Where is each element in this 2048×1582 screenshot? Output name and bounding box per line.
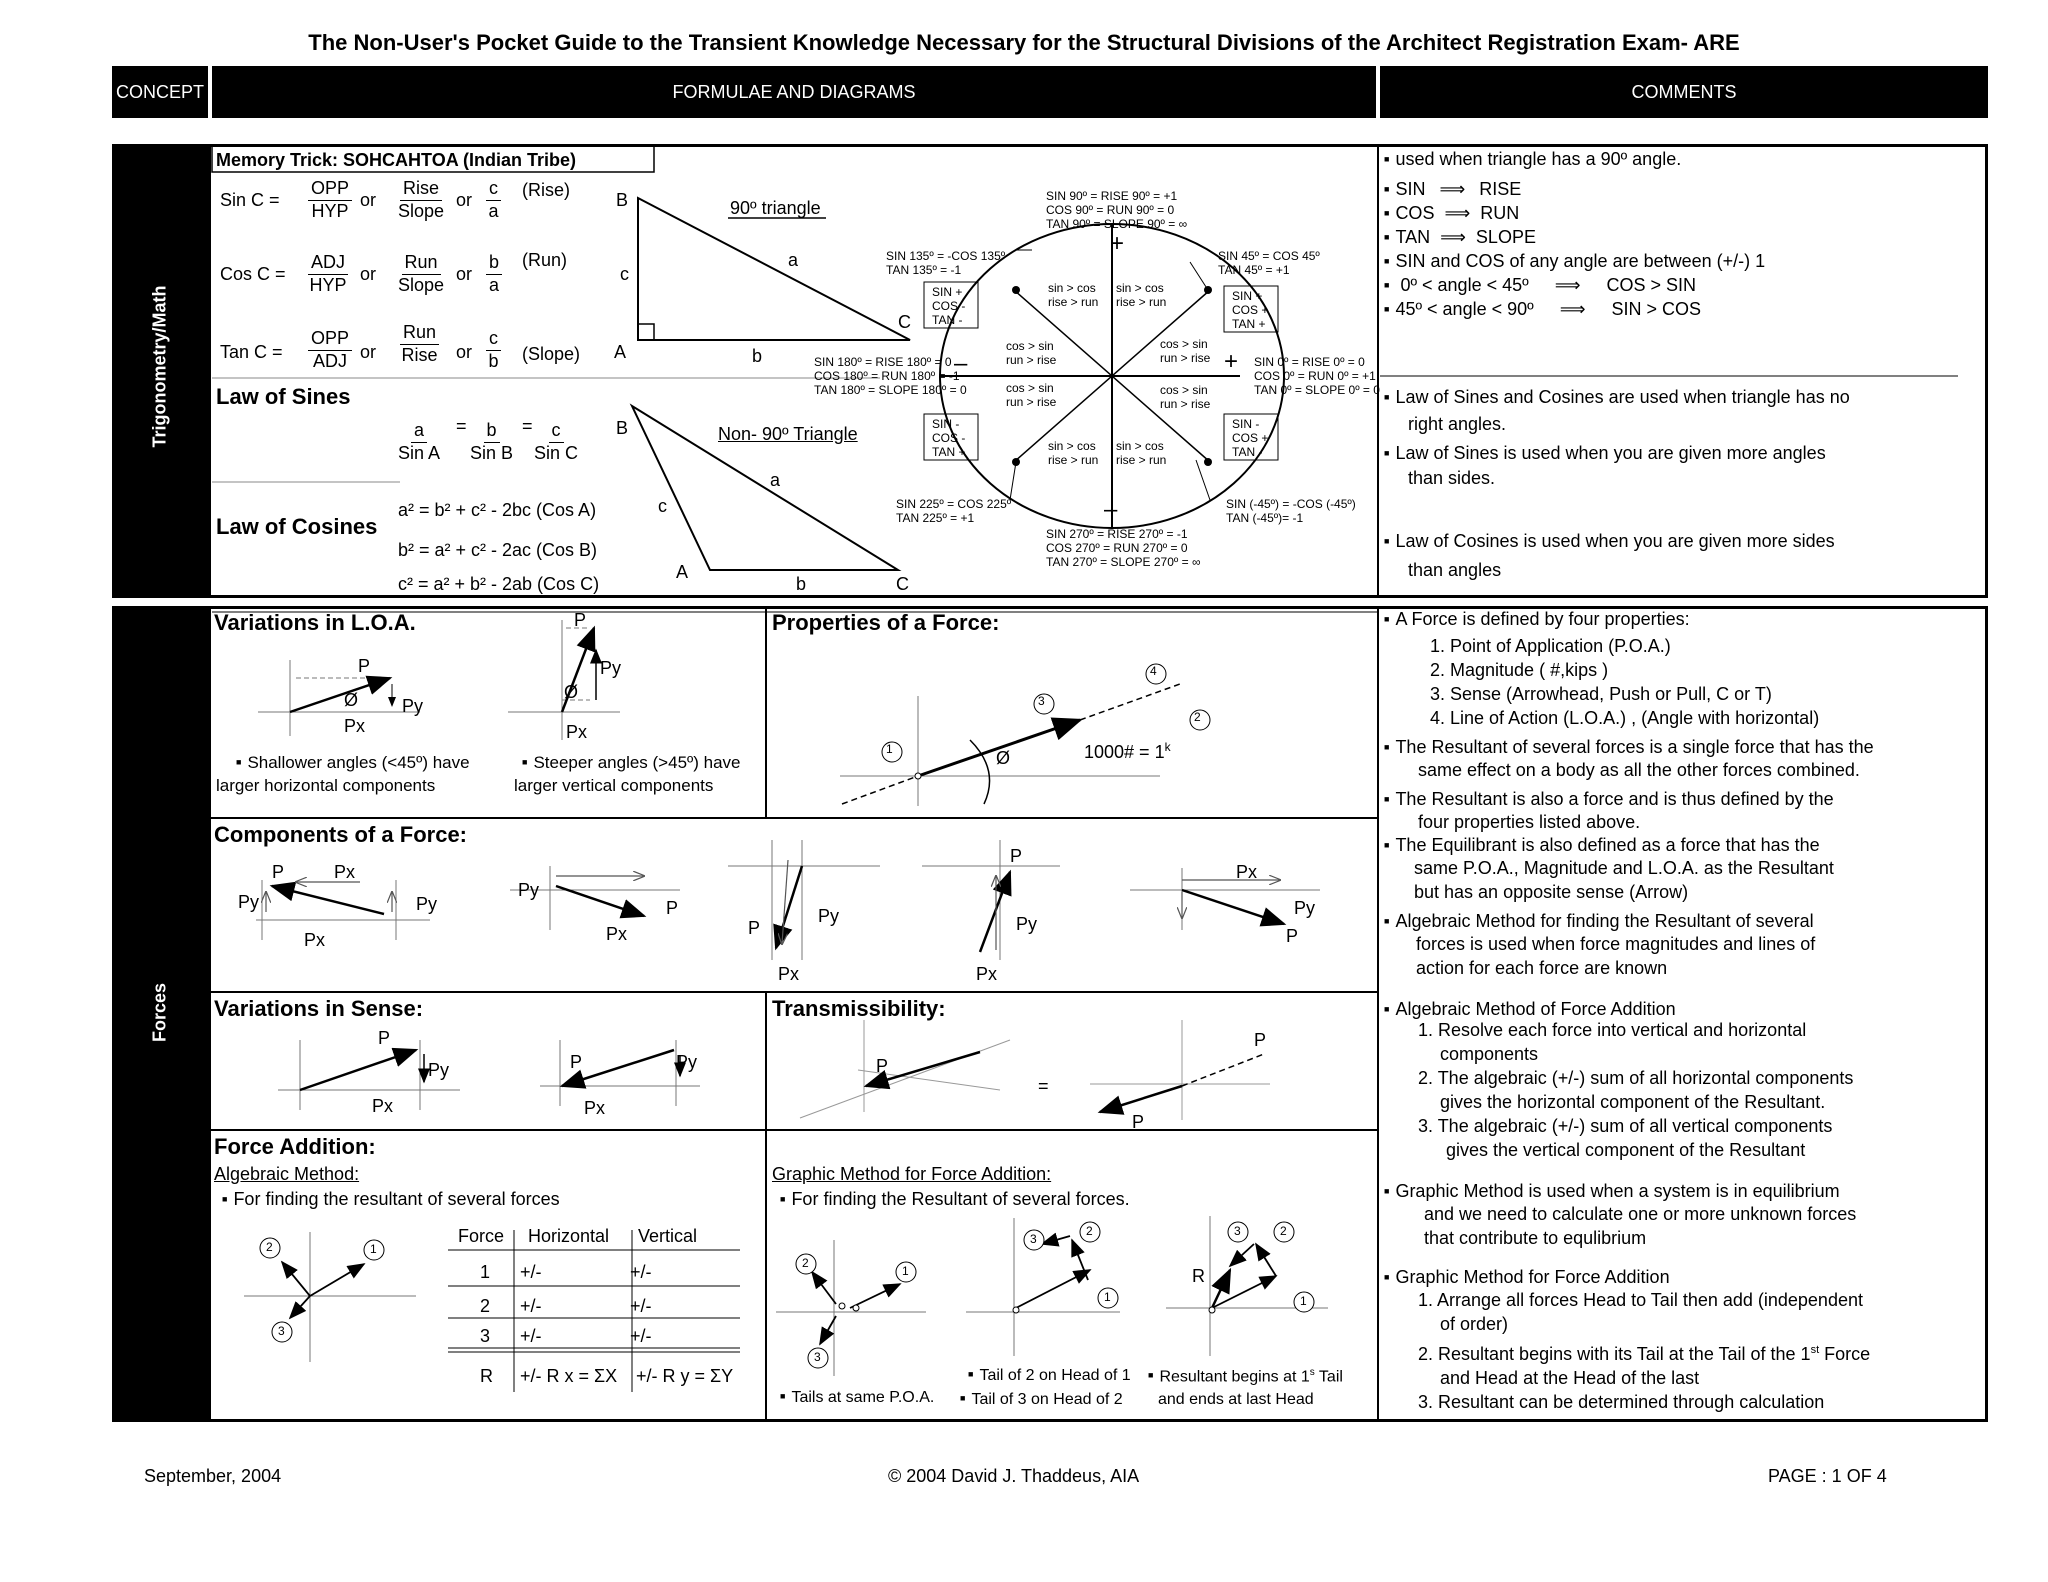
sin-label: Sin C = (220, 190, 280, 210)
octant-cs-1: cos > sin run > rise (1006, 339, 1057, 367)
quadrant-2-signs: SIN + COS - TAN - (932, 285, 966, 327)
table-cell: +/- (520, 1296, 542, 1316)
table-cell: 2 (480, 1296, 491, 1316)
table-cell: +/- (630, 1262, 652, 1282)
steep-note: ■ Steeper angles (>45º) have (522, 752, 740, 774)
sin-c-a: $\frac{c}{a}$ (486, 178, 501, 222)
document-title: The Non-User's Pocket Guide to the Transient Knowledge Necessary for the Structural Divisions of the Architect Registration Exam- ARE (308, 30, 1740, 55)
circle-tl-note: SIN 135º = -COS 135º TAN 135º = -1 (886, 249, 1006, 277)
trig-comment-9: ■ Law of Sines is used when you are given more angles (1384, 442, 1826, 465)
loa-title: Variations in L.O.A. (214, 610, 416, 635)
force-comment: ■ Algebraic Method of Force Addition (1384, 998, 1676, 1021)
non-90-label: Non- 90º Triangle (718, 424, 858, 444)
prop-num-1: 1 (886, 742, 893, 756)
graphic-r: R (1192, 1266, 1205, 1286)
comp1-px-top: Px (334, 862, 356, 882)
octant-sc-3: sin > cos rise > run (1048, 439, 1099, 467)
force-comment: 3. Sense (Arrowhead, Push or Pull, C or T) (1430, 684, 1772, 704)
trans2-p-bottom: P (1132, 1112, 1145, 1132)
circle-bl-note: SIN 225º = COS 225º TAN 225º = +1 (896, 497, 1012, 525)
sense2-p: P (570, 1052, 583, 1072)
force-comment: but has an opposite sense (Arrow) (1414, 882, 1689, 902)
sense1-px: Px (372, 1096, 394, 1116)
force-comment: gives the horizontal component of the Resultant. (1440, 1092, 1826, 1112)
side-b: b (796, 574, 807, 594)
tail2-note: ■ Tail of 2 on Head of 1 (968, 1366, 1131, 1387)
table-cell: 3 (480, 1326, 491, 1346)
octant-sc-1: sin > cos rise > run (1048, 281, 1099, 309)
force-comment: 1. Point of Application (P.O.A.) (1430, 636, 1671, 656)
trig-comment-6: ■ 0º < angle < 45º ⟹ COS > SIN (1384, 274, 1696, 297)
sin-opp-hyp: OPP HYP (308, 178, 352, 222)
alg-num-2: 2 (266, 1240, 273, 1254)
header-comments: COMMENTS (1380, 66, 1988, 118)
law-cos-eq1: a² = b² + c² - 2bc (Cos A) (398, 500, 597, 520)
force-addition-title: Force Addition: (214, 1134, 376, 1159)
table-cell: +/- (630, 1326, 652, 1346)
force-comment: 1. Resolve each force into vertical and horizontal (1418, 1020, 1807, 1040)
minus-sign: – (954, 350, 968, 377)
equals: = (522, 416, 533, 436)
tan-run-rise: Run Rise (401, 322, 438, 365)
table-cell: +/- (630, 1296, 652, 1316)
tan-c-b: $\frac{c}{b}$ (486, 328, 501, 372)
trig-comment-1: ■ used when triangle has a 90º angle. (1384, 148, 1681, 171)
trig-comment-8b: right angles. (1408, 414, 1507, 434)
trig-comment-sin: ■ SIN ⟹ RISE (1384, 178, 1521, 201)
quadrant-4-signs: SIN - COS + TAN - (1232, 417, 1269, 459)
prop-num-3: 3 (1038, 694, 1045, 708)
footer-page: PAGE : 1 OF 4 (1768, 1466, 1887, 1486)
force-comment: ■ Graphic Method for Force Addition (1384, 1266, 1670, 1289)
trig-comment-tan: ■ TAN ⟹ SLOPE (1384, 226, 1536, 249)
ls-frac-a: a Sin A (398, 420, 441, 463)
or-text: or (360, 264, 377, 284)
gr-num: 2 (1086, 1224, 1093, 1238)
force-comment: ■ Algebraic Method for finding the Resultant of several (1384, 910, 1814, 933)
footer-date: September, 2004 (144, 1466, 282, 1486)
or-text: or (456, 342, 473, 362)
quadrant-1-signs: SIN + COS + TAN + (1232, 289, 1269, 331)
steep-note-2: larger vertical components (514, 776, 714, 795)
cos-b-a: $\frac{b}{a}$ (486, 252, 502, 296)
algebraic-method-label: Algebraic Method: (214, 1164, 360, 1184)
vertex-a: A (614, 342, 627, 362)
force-comment: 2. The algebraic (+/-) sum of all horizontal components (1418, 1068, 1854, 1088)
sense2-px: Px (584, 1098, 606, 1118)
gr-num: 1 (1104, 1290, 1111, 1304)
force-comment: 2. Resultant begins with its Tail at the Tail of the 1st Force (1418, 1344, 1871, 1364)
memory-trick: Memory Trick: SOHCAHTOA (Indian Tribe) (216, 150, 577, 170)
loa-px2: Px (566, 722, 588, 742)
trig-comment-10: ■ Law of Cosines is used when you are given more sides (1384, 530, 1835, 553)
force-comment: four properties listed above. (1418, 812, 1641, 832)
force-comment: 1. Arrange all forces Head to Tail then add (independent (1418, 1290, 1863, 1310)
force-comment: forces is used when force magnitudes and lines of (1416, 934, 1816, 954)
octant-sc-4: sin > cos rise > run (1116, 439, 1167, 467)
comp1-px: Px (304, 930, 326, 950)
table-cell: +/- (520, 1326, 542, 1346)
force-comment: components (1440, 1044, 1539, 1064)
magnitude-label: 1000# = $1^k$ (1084, 740, 1171, 762)
table-cell: +/- R x = ΣX (520, 1366, 618, 1386)
algebraic-note: ■ For finding the resultant of several forces (222, 1188, 560, 1211)
loa-phi2: Ø (564, 682, 579, 702)
tan-note: (Slope) (522, 344, 581, 364)
comp2-px: Px (606, 924, 628, 944)
tail3-note: ■ Tail of 3 on Head of 2 (960, 1390, 1123, 1411)
quadrant-3-signs: SIN - COS - TAN + (932, 417, 966, 459)
gr-num: 2 (1280, 1224, 1287, 1238)
trig-comment-5: ■ SIN and COS of any angle are between (+/-) 1 (1384, 250, 1765, 273)
comp4-p: P (1010, 846, 1023, 866)
prop-num-2: 2 (1194, 710, 1201, 724)
tails-note: ■ Tails at same P.O.A. (780, 1388, 934, 1409)
force-comment: 4. Line of Action (L.O.A.) , (Angle with horizontal) (1430, 708, 1820, 728)
trans-equals: = (1038, 1076, 1049, 1096)
comp1-p: P (272, 862, 285, 882)
graphic-method-label: Graphic Method for Force Addition: (772, 1164, 1052, 1184)
trans1-p: P (876, 1056, 889, 1076)
side-c: c (620, 264, 629, 284)
header-formulae: FORMULAE AND DIAGRAMS (212, 66, 1376, 118)
table-cell: R (480, 1366, 493, 1386)
force-comment: ■ Graphic Method is used when a system is in equilibrium (1384, 1180, 1840, 1203)
tan-opp-adj: OPP ADJ (308, 328, 352, 372)
or-text: or (456, 264, 473, 284)
comp3-py: Py (818, 906, 840, 926)
prop-phi: Ø (996, 748, 1011, 768)
sense1-py: Py (428, 1060, 450, 1080)
comp2-p: P (666, 898, 679, 918)
table-cell: +/- (520, 1262, 542, 1282)
side-b: b (752, 346, 763, 366)
plus-sign: + (1110, 230, 1125, 257)
table-head-horizontal: Horizontal (528, 1226, 610, 1246)
force-comment: ■ A Force is defined by four properties: (1384, 608, 1690, 631)
force-comment: action for each force are known (1416, 958, 1668, 978)
gr-num: 3 (1030, 1232, 1037, 1246)
comp5-p: P (1286, 926, 1299, 946)
footer-copyright: © 2004 David J. Thaddeus, AIA (888, 1466, 1140, 1486)
gr-num: 1 (1300, 1294, 1307, 1308)
side-a: a (788, 250, 799, 270)
circle-right-note: SIN 0º = RISE 0º = 0 COS 0º = RUN 0º = +1 TAN 0º = SLOPE 0º = 0 (1254, 355, 1380, 397)
circle-left-note: SIN 180º = RISE 180º = 0 COS 180º = RUN 180º = -1 TAN 180º = SLOPE 180º = 0 (814, 355, 967, 397)
loa-p: P (358, 656, 371, 676)
vertex-b: B (616, 190, 629, 210)
transmissibility-title: Transmissibility: (772, 996, 946, 1021)
or-text: or (456, 190, 473, 210)
force-comment: 3. Resultant can be determined through calculation (1418, 1392, 1825, 1412)
shallow-note: ■ Shallower angles (<45º) have (236, 752, 470, 774)
force-comment: 3. The algebraic (+/-) sum of all vertical components (1418, 1116, 1833, 1136)
alg-num-1: 1 (370, 1242, 377, 1256)
shallow-note-2: larger horizontal components (216, 776, 436, 795)
loa-phi: Ø (344, 690, 359, 710)
sin-rise-slope: Rise Slope (398, 178, 445, 221)
resultant-end-note: and ends at last Head (1158, 1391, 1314, 1408)
trig-comment-8: ■ Law of Sines and Cosines are used when triangle has no (1384, 386, 1850, 409)
ls-frac-c: c Sin C (534, 420, 579, 463)
properties-title: Properties of a Force: (772, 610, 1000, 635)
loa-py2: Py (600, 658, 622, 678)
comp4-py: Py (1016, 914, 1038, 934)
sense-title: Variations in Sense: (214, 996, 424, 1021)
gr-num: 3 (814, 1350, 821, 1364)
force-comment: same P.O.A., Magnitude and L.O.A. as the Resultant (1414, 858, 1834, 878)
comp5-px: Px (1236, 862, 1258, 882)
gr-num: 1 (902, 1264, 909, 1278)
table-head-vertical: Vertical (638, 1226, 698, 1246)
ls-frac-b: b Sin B (470, 420, 514, 463)
force-comment: and we need to calculate one or more unknown forces (1424, 1204, 1857, 1224)
vertex-c: C (896, 574, 909, 594)
comp3-px: Px (778, 964, 800, 984)
tan-label: Tan C = (220, 342, 283, 362)
octant-cs-3: cos > sin run > rise (1006, 381, 1057, 409)
trans2-p: P (1254, 1030, 1267, 1050)
force-comment: ■ The Resultant is also a force and is thus defined by the (1384, 788, 1834, 811)
components-title: Components of a Force: (214, 822, 468, 847)
or-text: or (360, 190, 377, 210)
octant-sc-2: sin > cos rise > run (1116, 281, 1167, 309)
force-comment: and Head at the Head of the last (1440, 1368, 1700, 1388)
vertex-c: C (898, 312, 911, 332)
or-text: or (360, 342, 377, 362)
loa-py: Py (402, 696, 424, 716)
circle-br-note: SIN (-45º) = -COS (-45º) TAN (-45º)= -1 (1226, 497, 1356, 525)
force-comment: ■ The Resultant of several forces is a single force that has the (1384, 736, 1874, 759)
sin-note: (Rise) (522, 180, 570, 200)
law-of-cosines-title: Law of Cosines (216, 514, 378, 539)
loa-p2: P (574, 610, 587, 630)
trig-comment-7: ■ 45º < angle < 90º ⟹ SIN > COS (1384, 298, 1701, 321)
vertex-a: A (676, 562, 689, 582)
gr-num: 3 (1234, 1224, 1241, 1238)
force-comment: of order) (1440, 1314, 1509, 1334)
triangle-90-label: 90º triangle (730, 198, 821, 218)
force-comment: gives the vertical component of the Resultant (1446, 1140, 1806, 1160)
force-comment: 2. Magnitude ( #,kips ) (1430, 660, 1609, 680)
cos-note: (Run) (522, 250, 568, 270)
graphic-note: ■ For finding the Resultant of several forces. (780, 1188, 1130, 1211)
equals: = (456, 416, 467, 436)
resultant-begin-note: ■ Resultant begins at 1$^s$ Tail (1148, 1366, 1343, 1388)
trig-comment-9b: than sides. (1408, 468, 1496, 488)
force-comment: same effect on a body as all the other forces combined. (1418, 760, 1860, 780)
law-cos-eq3: c² = a² + b² - 2ab (Cos C) (398, 574, 600, 594)
prop-num-4: 4 (1150, 664, 1157, 678)
comp3-p: P (748, 918, 761, 938)
side-a: a (770, 470, 781, 490)
comp4-px: Px (976, 964, 998, 984)
force-comment: that contribute to equlibrium (1424, 1228, 1647, 1248)
cos-adj-hyp: ADJ HYP (309, 252, 347, 295)
table-head-force: Force (458, 1226, 505, 1246)
plus-sign: + (1224, 348, 1239, 375)
law-cos-eq2: b² = a² + c² - 2ac (Cos B) (398, 540, 598, 560)
comp1-py-left: Py (238, 892, 260, 912)
trig-sidebar-label: Trigonometry/Math (149, 285, 170, 448)
octant-cs-4: cos > sin run > rise (1160, 383, 1211, 411)
comp5-py: Py (1294, 898, 1316, 918)
cos-run-slope: Run Slope (398, 252, 445, 295)
comp2-py: Py (518, 880, 540, 900)
forces-sidebar-label: Forces (149, 982, 170, 1043)
octant-cs-2: cos > sin run > rise (1160, 337, 1211, 365)
trig-comment-10b: than angles (1408, 560, 1502, 580)
sense1-p: P (378, 1028, 391, 1048)
minus-sign: – (1104, 496, 1118, 523)
circle-tr-note: SIN 45º = COS 45º TAN 45º = +1 (1218, 249, 1320, 277)
table-cell: +/- R y = ΣY (636, 1366, 734, 1386)
gr-num: 2 (802, 1256, 809, 1270)
side-c: c (658, 496, 667, 516)
cos-label: Cos C = (220, 264, 286, 284)
table-cell: 1 (480, 1262, 491, 1282)
circle-bottom-note: SIN 270º = RISE 270º = -1 COS 270º = RUN 270º = 0 TAN 270º = SLOPE 270º = ∞ (1046, 527, 1201, 569)
force-comment: ■ The Equilibrant is also defined as a force that has the (1384, 834, 1820, 857)
circle-top-note: SIN 90º = RISE 90º = +1 COS 90º = RUN 90º = 0 TAN 90º = SLOPE 90º = ∞ (1046, 189, 1188, 231)
loa-px: Px (344, 716, 366, 736)
sense2-py: Py (676, 1052, 698, 1072)
trig-comment-cos: ■ COS ⟹ RUN (1384, 202, 1519, 225)
vertex-b: B (616, 418, 629, 438)
alg-num-3: 3 (278, 1324, 285, 1338)
law-of-sines-title: Law of Sines (216, 384, 351, 409)
header-concept: CONCEPT (112, 66, 208, 118)
comp1-py-right: Py (416, 894, 438, 914)
